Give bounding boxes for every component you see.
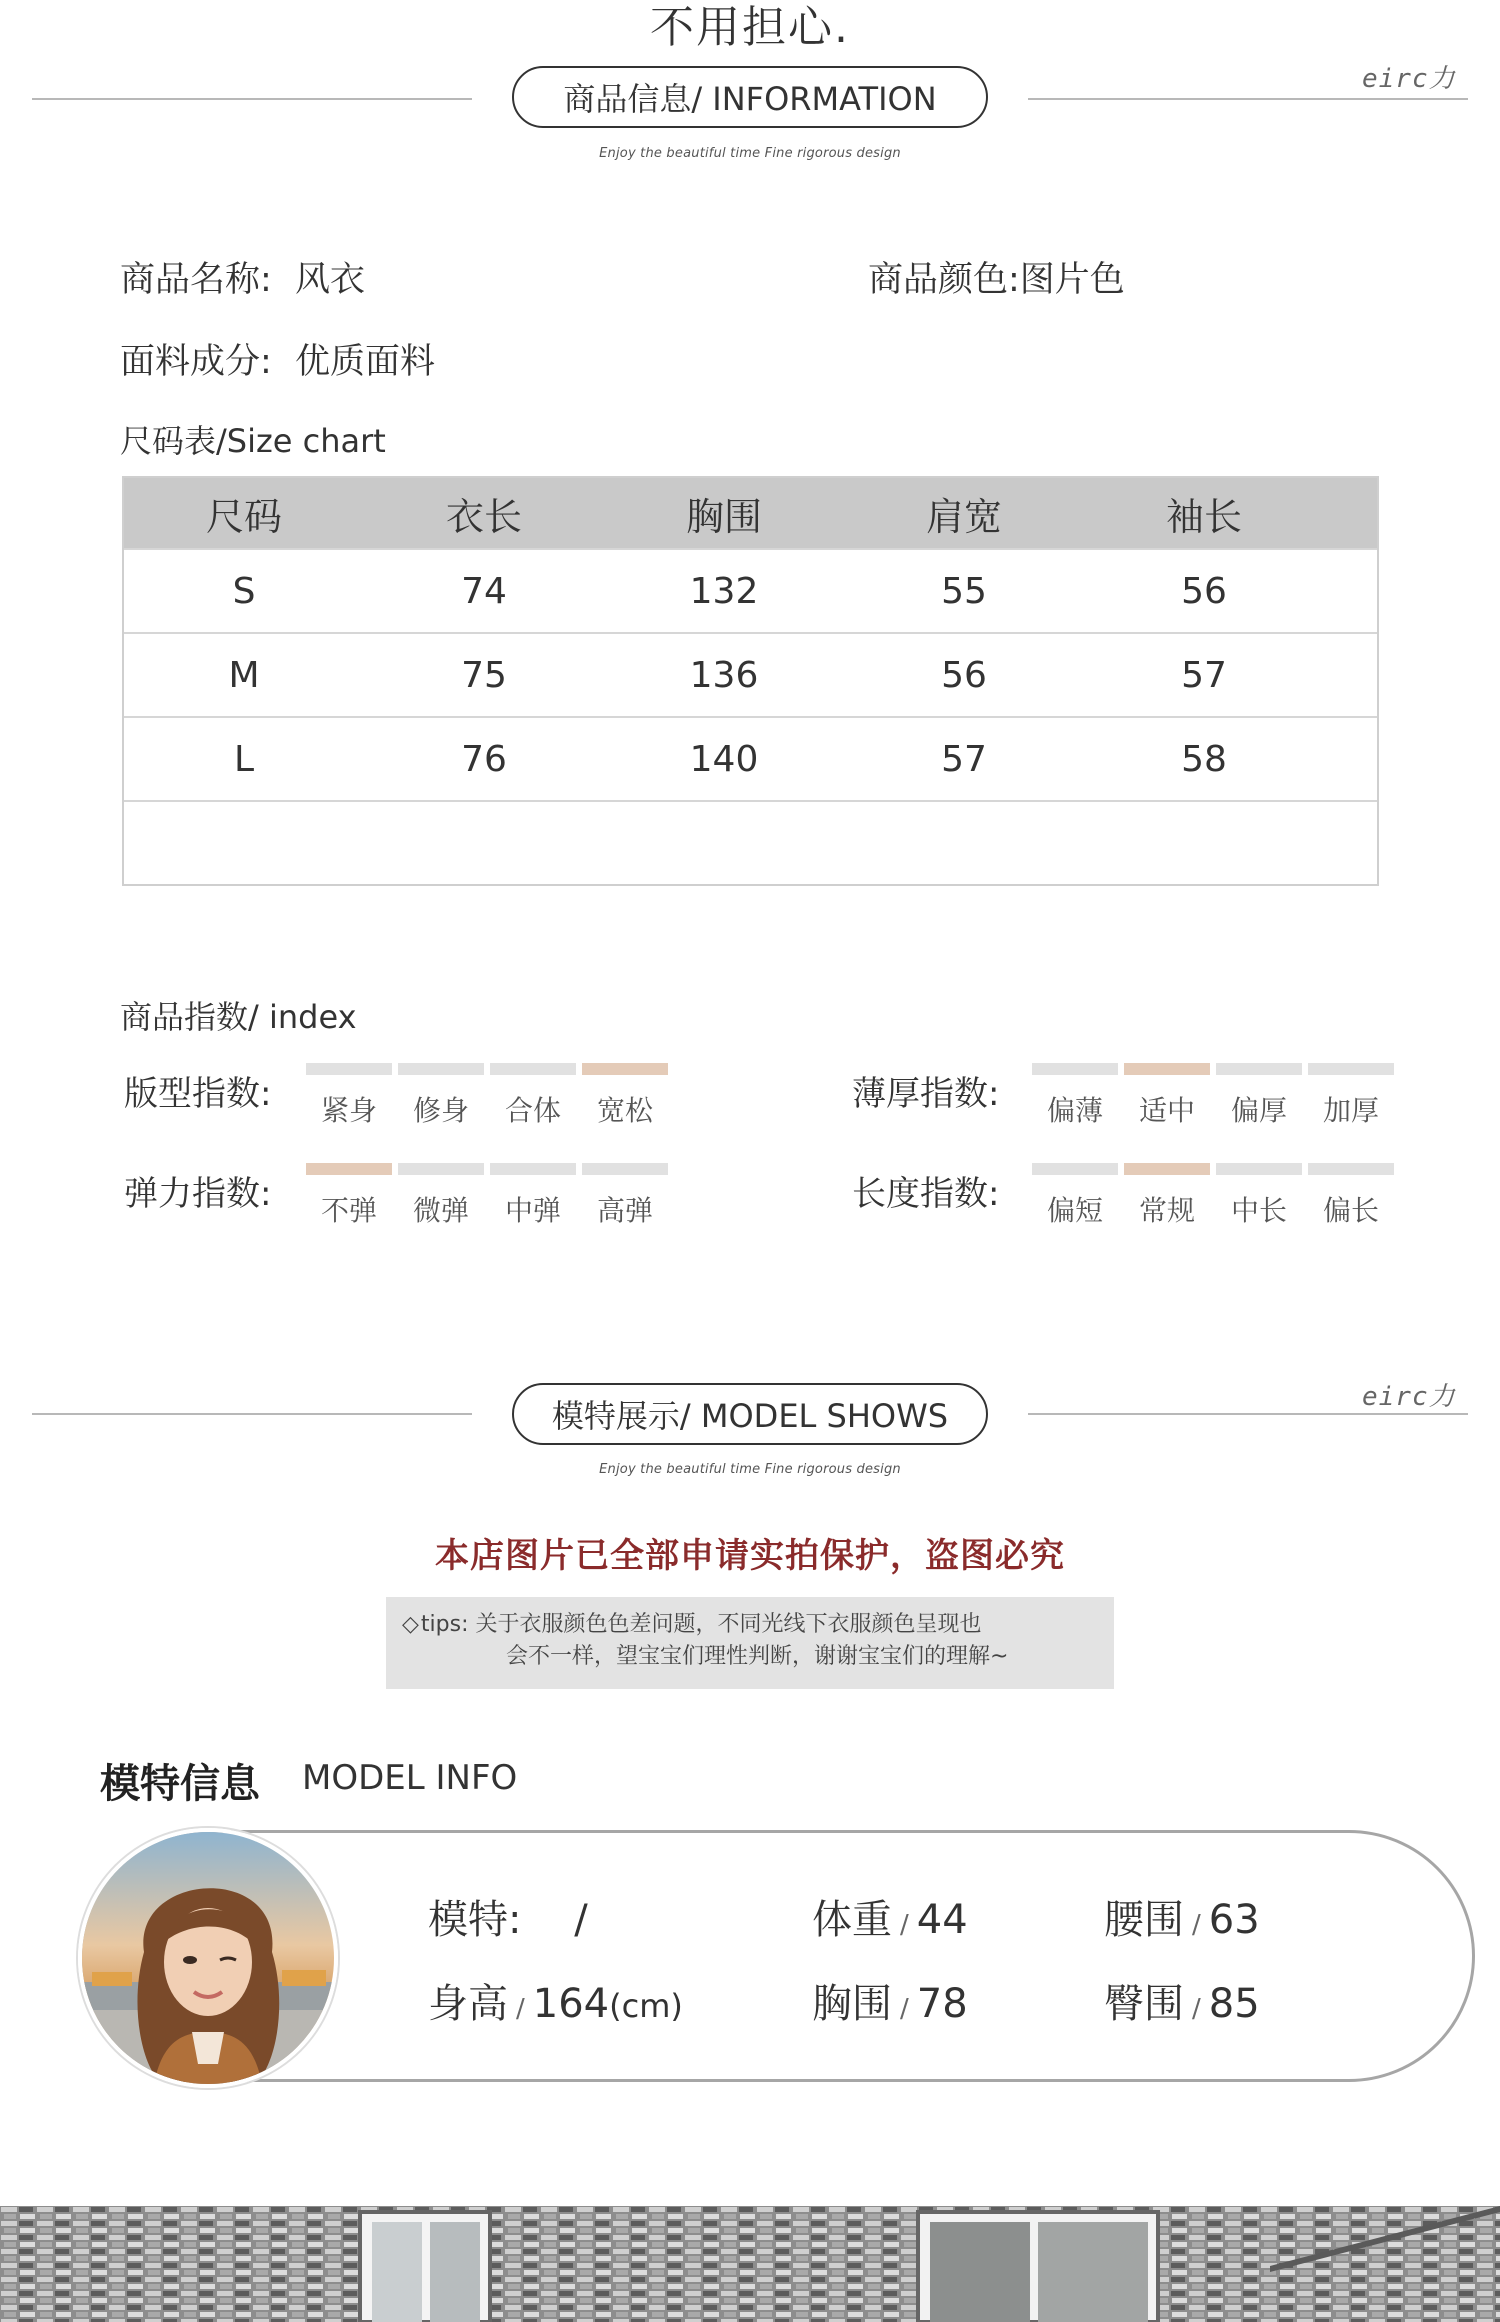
tips-line-1 [402, 1609, 1098, 1641]
index-option-label: 偏短 [1046, 1194, 1103, 1227]
table-cell: 136 [689, 654, 759, 696]
table-cell: M [228, 654, 260, 696]
model-bust [812, 1972, 968, 2029]
index-bar [1308, 1163, 1394, 1175]
brand-logo: eirc力 [1362, 1382, 1456, 1412]
index-option-label: 微弹 [412, 1194, 469, 1227]
fit-index-label: 版型指数: [124, 1074, 272, 1114]
index-option-label: 不弹 [320, 1194, 377, 1227]
copyright-notice: 本店图片已全部申请实拍保护，盗图必究 [435, 1536, 1065, 1576]
thickness-index-label: 薄厚指数: [852, 1074, 1000, 1114]
index-option [1216, 1163, 1302, 1229]
index-option [1124, 1163, 1210, 1229]
table-cell: 140 [689, 738, 759, 780]
building-facade-image [0, 2206, 1500, 2322]
section-subtitle: Enjoy the beautiful time Fine rigorous design [599, 1462, 901, 1477]
index-bar [490, 1063, 576, 1075]
length-index-label: 长度指数: [852, 1174, 1000, 1214]
section-subtitle: Enjoy the beautiful time Fine rigorous design [599, 146, 901, 161]
section-divider-left [32, 1413, 472, 1415]
header-cell: 胸围 [685, 494, 762, 539]
table-cell [844, 802, 1084, 884]
table-cell: 57 [1181, 654, 1227, 696]
model-hip-value: 85 [1208, 1981, 1260, 2027]
model-waist-label: 腰围 [1104, 1897, 1184, 1943]
table-cell: 56 [1181, 570, 1227, 612]
product-fabric [120, 334, 435, 384]
model-height-label: 身高 [428, 1981, 508, 2027]
index-option [582, 1063, 668, 1129]
section-divider-right [1028, 1413, 1468, 1415]
index-option [306, 1063, 392, 1129]
model-avatar [78, 1828, 338, 2088]
table-row-empty [124, 800, 1377, 884]
table-cell: 58 [1181, 738, 1227, 780]
tips-text: tips: 关于衣服颜色色差问题，不同光线下衣服颜色呈现也 [420, 1612, 982, 1637]
index-option-label: 宽松 [596, 1094, 653, 1127]
table-cell: S [232, 570, 256, 612]
product-name-value: 风衣 [294, 260, 365, 300]
index-bar [1032, 1163, 1118, 1175]
table-cell [1084, 802, 1324, 884]
diamond-icon: ◇ [402, 1612, 419, 1637]
index-option-label: 修身 [412, 1094, 469, 1127]
model-portrait [82, 1832, 334, 2084]
index-option [490, 1063, 576, 1129]
model-hip [1104, 1972, 1260, 2029]
index-option-label: 中长 [1230, 1194, 1287, 1227]
table-row [124, 632, 1377, 716]
model-weight [812, 1888, 968, 1945]
index-bar [398, 1163, 484, 1175]
model-weight-value: 44 [916, 1897, 968, 1943]
table-cell: L [233, 738, 255, 780]
stretch-index-scale [306, 1163, 668, 1229]
product-color-value: 图片色 [1019, 260, 1125, 300]
index-bar [398, 1063, 484, 1075]
model-waist-value: 63 [1208, 1897, 1260, 1943]
header-cell: 尺码 [205, 494, 282, 539]
product-color [868, 252, 1125, 302]
model-info-title: 模特信息 [100, 1761, 260, 1807]
index-option [582, 1163, 668, 1229]
section-divider-left [32, 98, 472, 100]
index-option-label: 合体 [504, 1094, 561, 1127]
table-cell: 56 [941, 654, 987, 696]
index-option-label: 适中 [1138, 1094, 1195, 1127]
size-chart-title: 尺码表/Size chart [120, 422, 386, 460]
section-divider-right [1028, 98, 1468, 100]
index-bar [1032, 1063, 1118, 1075]
index-bar-selected [582, 1063, 668, 1075]
section-title-information [512, 66, 988, 128]
table-row [124, 548, 1377, 632]
index-option-label: 常规 [1138, 1194, 1195, 1227]
top-caption-fragment: 不用担心. [650, 2, 850, 53]
model-hip-label: 臀围 [1104, 1981, 1184, 2027]
index-option [306, 1163, 392, 1229]
index-bar-selected [1124, 1063, 1210, 1075]
index-bar [1216, 1163, 1302, 1175]
separator: / [900, 1994, 909, 2024]
index-option [1216, 1063, 1302, 1129]
index-bar-selected [306, 1163, 392, 1175]
index-option [398, 1163, 484, 1229]
index-bar [582, 1163, 668, 1175]
table-cell [124, 802, 364, 884]
tips-box [386, 1597, 1114, 1689]
index-bar [1308, 1063, 1394, 1075]
section-title-text: 模特展示/ MODEL SHOWS [551, 1397, 949, 1435]
product-fabric-value: 优质面料 [294, 342, 435, 382]
thickness-index-scale [1032, 1063, 1394, 1129]
table-cell: 55 [941, 570, 987, 612]
model-info-subtitle: MODEL INFO [302, 1758, 518, 1798]
index-option [1308, 1063, 1394, 1129]
model-name-label: 模特: [428, 1897, 522, 1943]
index-option [490, 1163, 576, 1229]
table-cell: 75 [461, 654, 507, 696]
model-name [428, 1888, 588, 1945]
length-index-scale [1032, 1163, 1394, 1229]
index-option [1032, 1163, 1118, 1229]
index-option-label: 中弹 [504, 1194, 561, 1227]
separator: / [1192, 1994, 1201, 2024]
index-option-label: 高弹 [596, 1194, 653, 1227]
stretch-index-label: 弹力指数: [124, 1174, 272, 1214]
model-bust-label: 胸围 [812, 1981, 892, 2027]
separator: / [1192, 1910, 1201, 1940]
table-cell: 76 [461, 738, 507, 780]
table-cell: 132 [689, 570, 759, 612]
product-name [120, 252, 365, 302]
index-bar [306, 1063, 392, 1075]
index-option [1032, 1063, 1118, 1129]
size-table-header [124, 478, 1377, 548]
index-title: 商品指数/ index [120, 998, 357, 1036]
model-height-unit: (cm) [609, 1987, 683, 2025]
table-row [124, 716, 1377, 800]
model-weight-label: 体重 [812, 1897, 892, 1943]
product-name-label: 商品名称: [120, 260, 272, 300]
index-option [1308, 1163, 1394, 1229]
table-cell [364, 802, 604, 884]
brand-logo: eirc力 [1362, 64, 1456, 94]
index-option-label: 加厚 [1322, 1094, 1379, 1127]
model-bust-value: 78 [916, 1981, 968, 2027]
index-option [1124, 1063, 1210, 1129]
size-table [122, 476, 1379, 886]
tips-line-2: 会不一样，望宝宝们理性判断，谢谢宝宝们的理解~ [506, 1644, 1009, 1669]
model-height [428, 1972, 683, 2029]
table-cell: 57 [941, 738, 987, 780]
section-title-text: 商品信息/ INFORMATION [563, 80, 937, 118]
model-waist [1104, 1888, 1260, 1945]
index-option-label: 偏长 [1322, 1194, 1379, 1227]
fit-index-scale [306, 1063, 668, 1129]
index-option-label: 紧身 [320, 1094, 377, 1127]
header-cell: 袖长 [1165, 494, 1242, 539]
model-name-value: / [574, 1897, 588, 1943]
product-fabric-label: 面料成分: [120, 342, 272, 382]
index-bar [1216, 1063, 1302, 1075]
section-title-model-shows [512, 1383, 988, 1445]
model-photo-top [0, 2206, 1500, 2322]
index-bar [490, 1163, 576, 1175]
index-option-label: 偏厚 [1230, 1094, 1287, 1127]
index-bar-selected [1124, 1163, 1210, 1175]
index-option [398, 1063, 484, 1129]
separator: / [900, 1910, 909, 1940]
index-option-label: 偏薄 [1046, 1094, 1103, 1127]
table-cell: 74 [461, 570, 507, 612]
model-height-value: 164 [532, 1981, 610, 2027]
table-cell [604, 802, 844, 884]
product-color-label: 商品颜色: [868, 260, 1020, 300]
separator: / [516, 1994, 525, 2024]
header-cell: 衣长 [445, 494, 522, 539]
header-cell: 肩宽 [925, 494, 1002, 539]
